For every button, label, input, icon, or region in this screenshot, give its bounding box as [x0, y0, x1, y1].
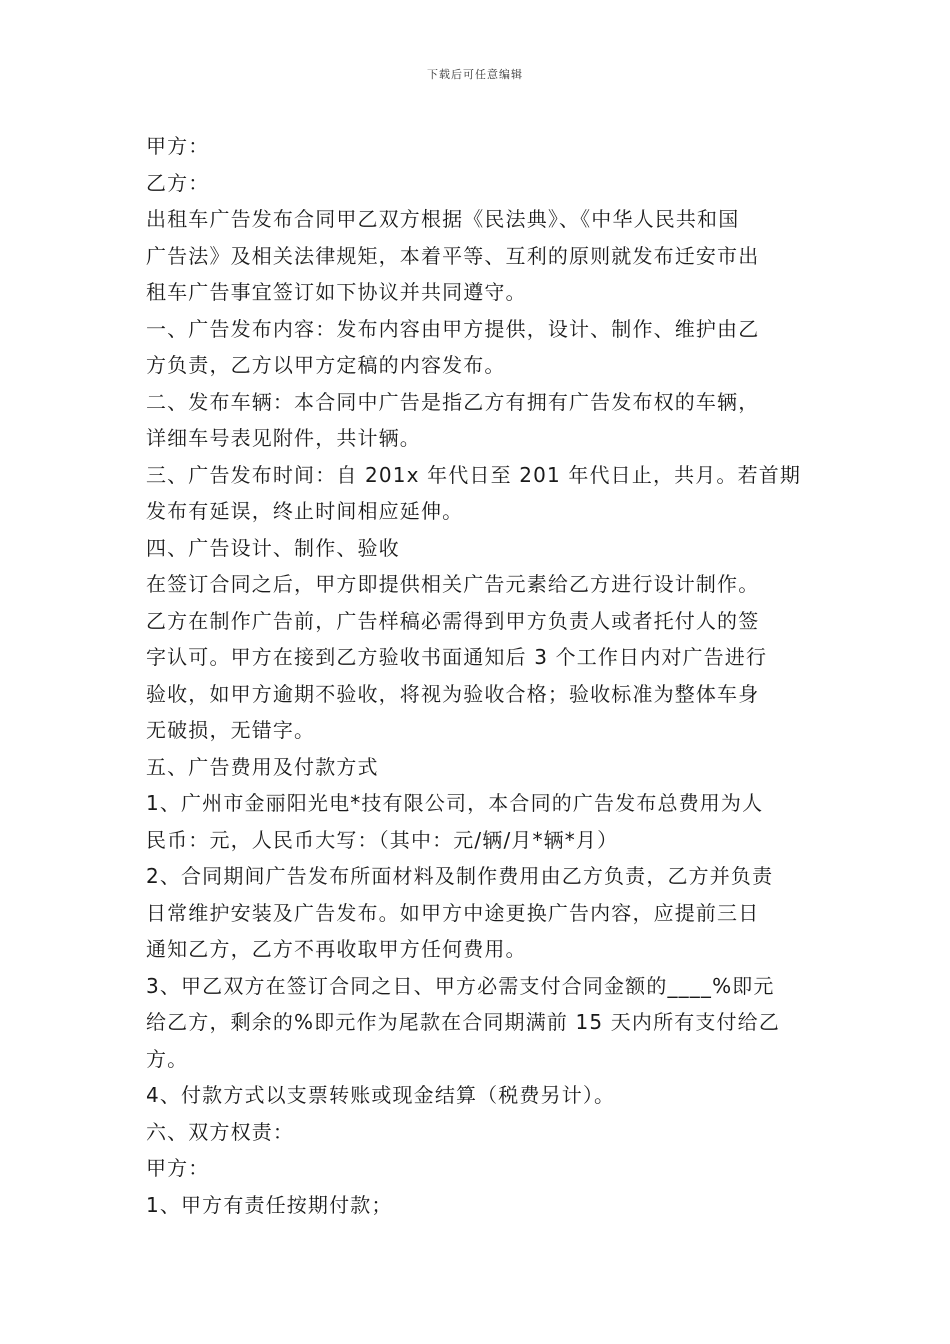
intro-line: 广告法》及相关法律规矩，本着平等、互利的原则就发布迁安市出: [146, 243, 760, 268]
clause-3-line: 三、广告发布时间：自 201x 年代日至 201 年代日止，共月。若首期: [146, 462, 802, 487]
clause-2-line: 详细车号表见附件，共计辆。: [146, 426, 421, 450]
clause-4-line: 乙方在制作广告前，广告样稿必需得到甲方负责人或者托付人的签: [146, 608, 760, 633]
clause-5-heading: 五、广告费用及付款方式: [146, 754, 379, 779]
document-body: [146, 128, 812, 1223]
clause-5-item-2: 2、合同期间广告发布所面材料及制作费用由乙方负责，乙方并负责: [146, 864, 774, 888]
clause-6-heading: 六、双方权责：: [146, 1119, 295, 1144]
clause-5-item-1: 1、广州市金丽阳光电*技有限公司，本合同的广告发布总费用为人: [146, 791, 764, 815]
clause-5-item-3: 3、甲乙双方在签订合同之日、甲方必需支付合同金额的____%即元: [146, 973, 775, 998]
clause-5-item-4: 4、付款方式以支票转账或现金结算（税费另计）。: [146, 1083, 616, 1107]
party-a-label: 甲方：: [146, 134, 210, 158]
clause-2-line: 二、发布车辆：本合同中广告是指乙方有拥有广告发布权的车辆，: [146, 389, 760, 414]
clause-5-item-3: 给乙方，剩余的%即元作为尾款在合同期满前 15 天内所有支付给乙: [146, 1010, 780, 1034]
clause-4-line: 无破损，无错字。: [146, 718, 316, 742]
clause-5-item-1: 民币：元，人民币大写：（其中：元/辆/月*辆*月）: [146, 827, 619, 852]
clause-4-line: 字认可。甲方在接到乙方验收书面通知后 3 个工作日内对广告进行: [146, 645, 768, 669]
clause-5-item-2: 通知乙方，乙方不再收取甲方任何费用。: [146, 937, 527, 961]
page-header: 下载后可任意编辑: [427, 68, 523, 81]
clause-6-party-a-item-1: 1、甲方有责任按期付款；: [146, 1192, 393, 1217]
intro-line: 租车广告事宜签订如下协议并共同遵守。: [146, 280, 527, 304]
clause-4-line: 在签订合同之后，甲方即提供相关广告元素给乙方进行设计制作。: [146, 572, 760, 596]
clause-5-item-2: 日常维护安装及广告发布。如甲方中途更换广告内容，应提前三日: [146, 900, 760, 925]
clause-1-line: 一、广告发布内容：发布内容由甲方提供，设计、制作、维护由乙: [146, 316, 760, 341]
party-b-label: 乙方：: [146, 170, 210, 195]
clause-4-heading: 四、广告设计、制作、验收: [146, 535, 400, 560]
clause-5-item-3: 方。: [146, 1046, 189, 1071]
clause-3-line: 发布有延误，终止时间相应延伸。: [146, 499, 464, 523]
clause-6-party-a-label: 甲方：: [146, 1156, 210, 1180]
clause-1-line: 方负责，乙方以甲方定稿的内容发布。: [146, 353, 506, 377]
intro-line: 出租车广告发布合同甲乙双方根据《民法典》、《中华人民共和国: [146, 207, 740, 231]
clause-4-line: 验收，如甲方逾期不验收，将视为验收合格；验收标准为整体车身: [146, 681, 760, 706]
